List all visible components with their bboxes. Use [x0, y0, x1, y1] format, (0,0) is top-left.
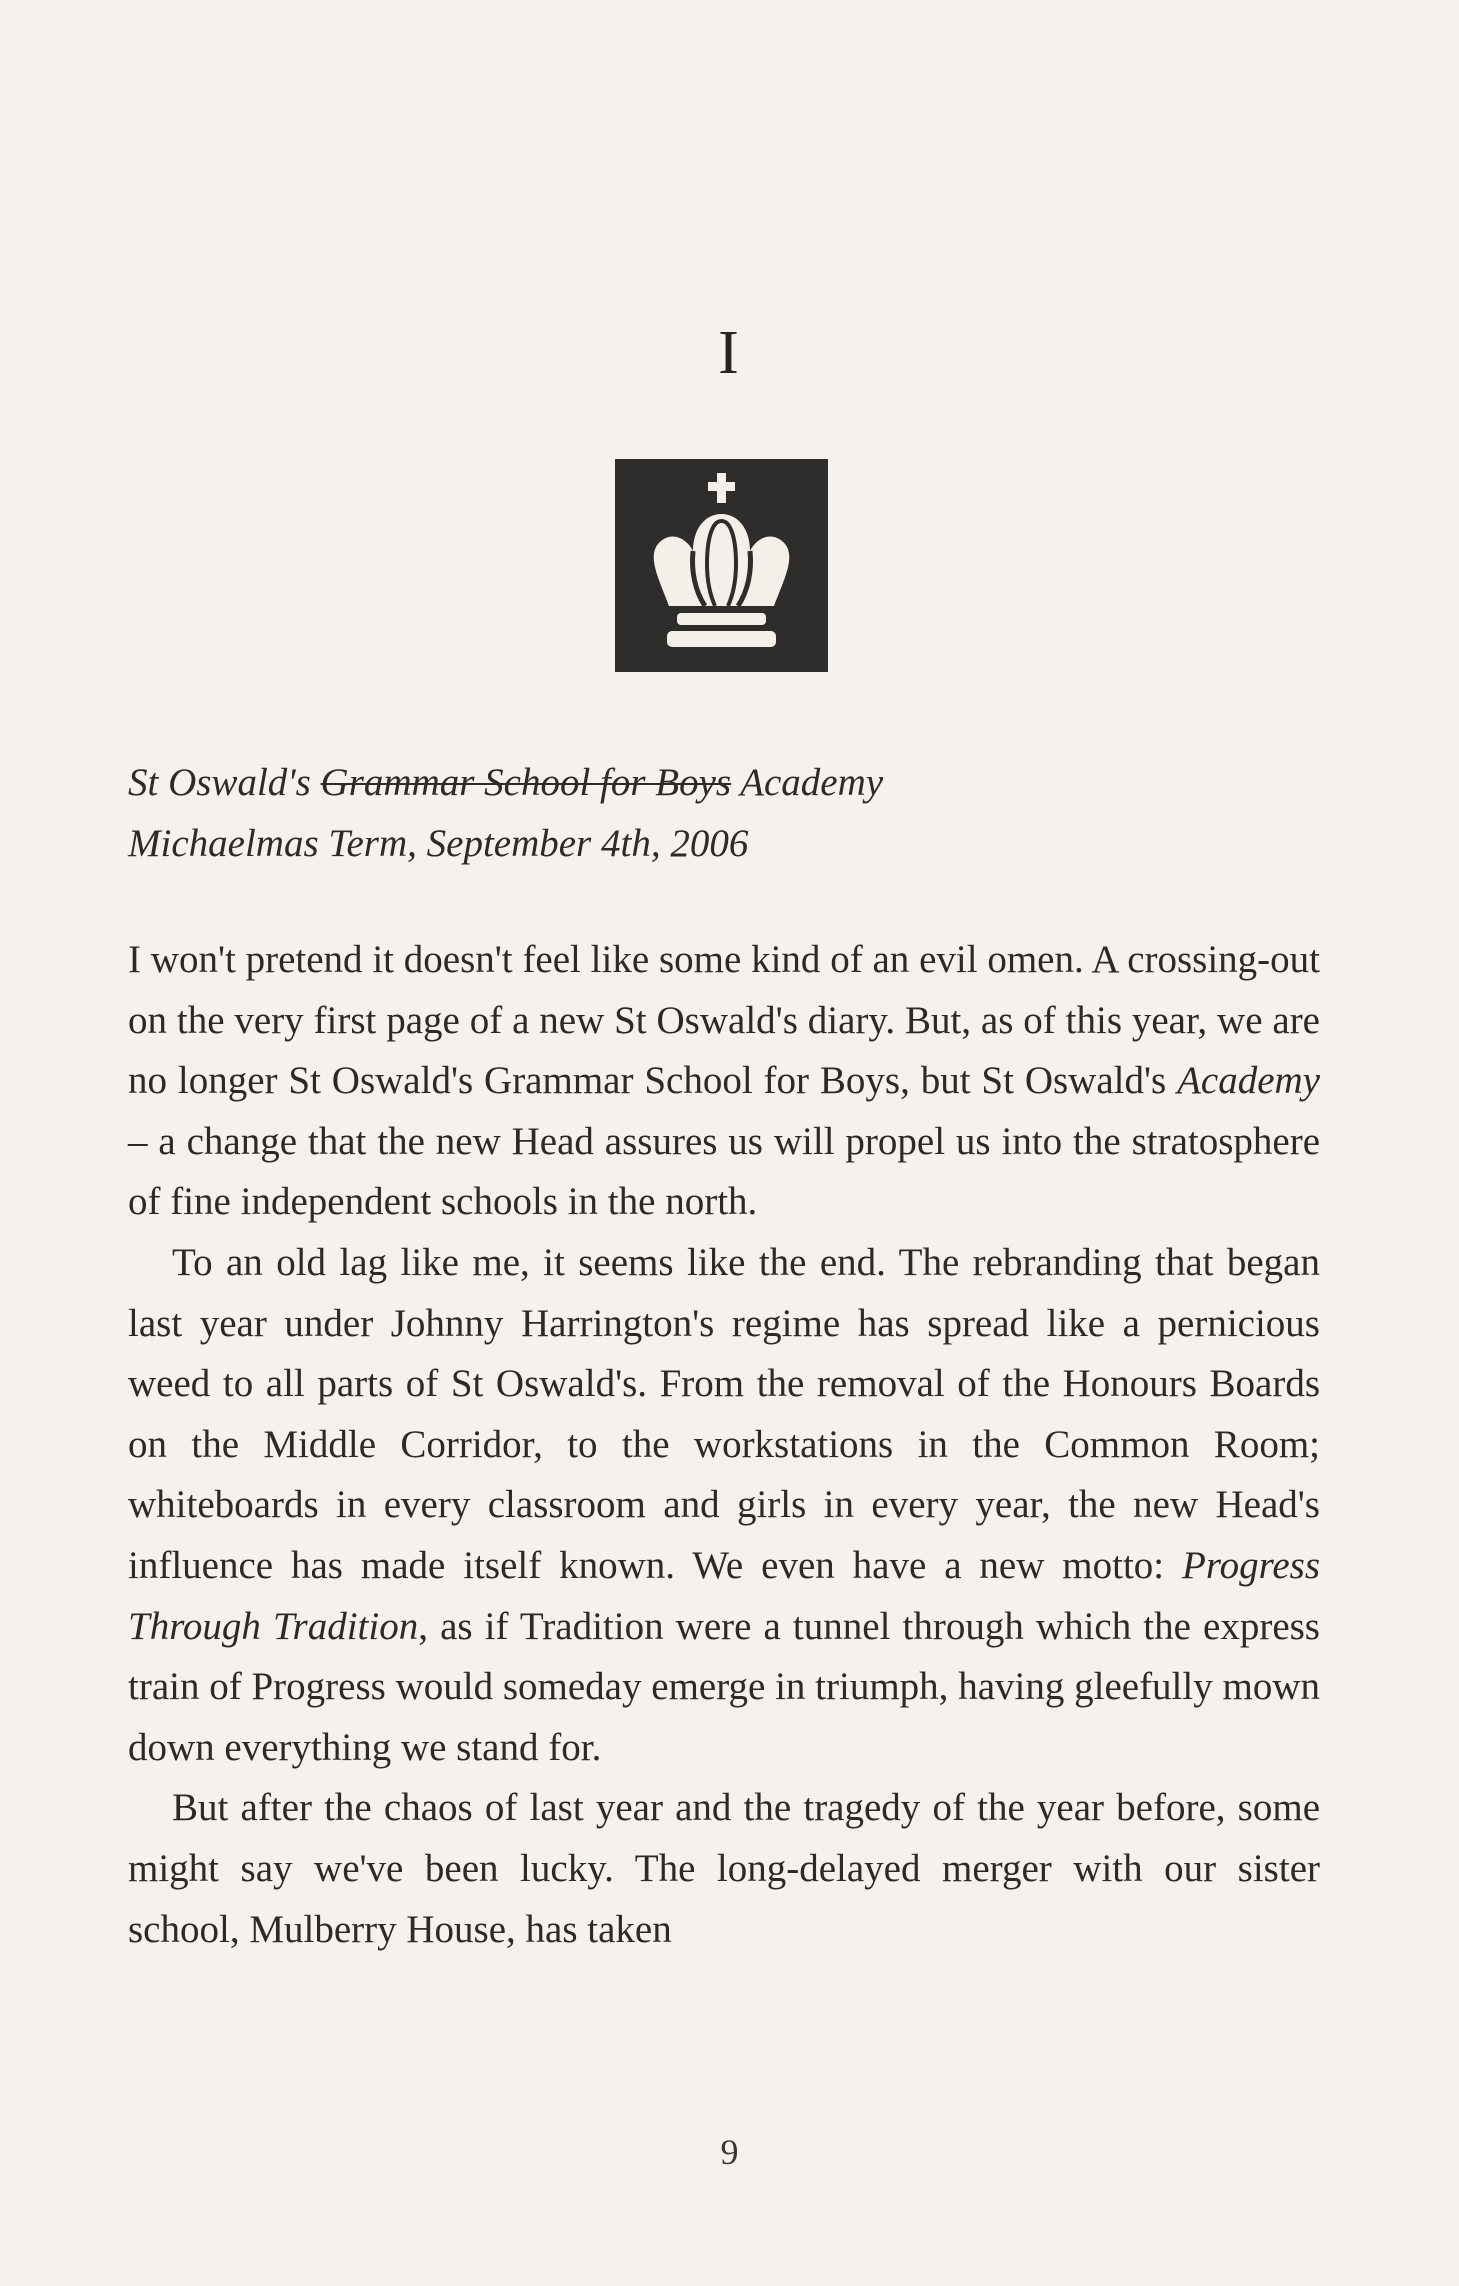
- paragraph-1: [128, 930, 1320, 1233]
- paragraph-2-emphasis: Progress Through Tradition: [128, 1543, 1320, 1648]
- school-name: St Oswald's: [128, 761, 311, 804]
- paragraph-2-text-a: To an old lag like me, it seems like the end. The rebranding that began last year under Johnny Harrington's regime has spread like a pernicious weed to all parts of St Oswald's. From the removal of the Honours Boards on the Middle Corridor, to the workstations in the Common Room; whiteboards in every classroom and girls in every year, the new Head's influence has made itself known. We even have a new motto:: [128, 1240, 1320, 1587]
- paragraph-2-text-b: , as if Tradition were a tunnel through which the express train of Progress would someday emerge in triumph, having gleefully mown down everything we stand for.: [128, 1604, 1320, 1769]
- paragraph-1-text-a: I won't pretend it doesn't feel like some kind of an evil omen. A crossing-out on the very first page of a new St Oswald's diary. But, as of this year, we are no longer St Oswald's Grammar School for Boys, but St Oswald's: [128, 938, 1320, 1103]
- new-school-name: Academy: [740, 761, 884, 804]
- paragraph-3: But after the chaos of last year and the tragedy of the year before, some might say we've been lucky. The long-delayed merger with our sister school, Mulberry House, has taken: [128, 1786, 1320, 1951]
- chapter-number: I: [718, 319, 741, 387]
- paragraph-2: [128, 1233, 1320, 1778]
- page-number: 9: [720, 2132, 739, 2172]
- crown-icon: [615, 459, 828, 672]
- chapter-emblem: [615, 459, 828, 672]
- struck-out-text: Grammar School for Boys: [320, 761, 732, 804]
- paragraph-1-emphasis: Academy: [1177, 1059, 1320, 1103]
- school-name-line: [128, 752, 883, 813]
- diary-heading: [128, 752, 883, 874]
- date-line: Michaelmas Term, September 4th, 2006: [128, 822, 749, 865]
- paragraph-1-text-b: – a change that the new Head assures us will propel us into the stratosphere of fine independent schools in the north.: [128, 1119, 1320, 1224]
- body-text: [128, 930, 1320, 1960]
